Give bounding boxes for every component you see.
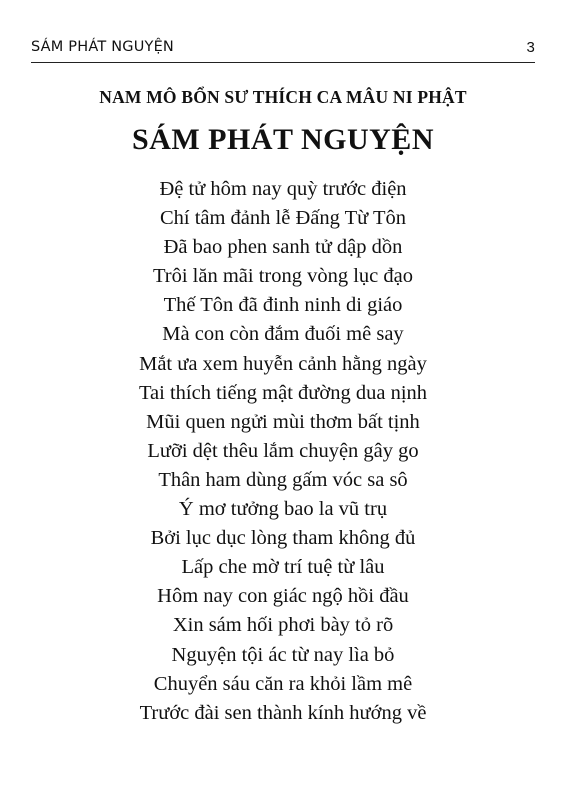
verse-line: Bởi lục dục lòng tham không đủ [150, 527, 416, 550]
verse-line: Thế Tôn đã đinh ninh di giáo [163, 294, 403, 317]
verse-line: Đã bao phen sanh tử dập dồn [163, 236, 403, 259]
verse-line: Chí tâm đảnh lễ Đấng Từ Tôn [159, 207, 407, 230]
verse-line: Mà con còn đắm đuối mê say [162, 323, 404, 346]
verse-line: Xin sám hối phơi bày tỏ rõ [172, 614, 394, 637]
verse-line: Mắt ưa xem huyễn cảnh hằng ngày [139, 352, 427, 375]
verse-line: Lưỡi dệt thêu lắm chuyện gây go [147, 439, 419, 462]
verse-line: Nguyện tội ác từ nay lìa bỏ [171, 643, 395, 666]
verse-line: Mũi quen ngửi mùi thơm bất tịnh [146, 410, 420, 433]
verse-line: Chuyển sáu căn ra khỏi lầm mê [153, 672, 413, 695]
verse-line: Đệ tử hôm nay quỳ trước điện [159, 178, 407, 200]
page-title: SÁM PHÁT NGUYỆN [132, 123, 434, 156]
verse-list [0, 175, 566, 728]
verse-line: Trôi lăn mãi trong vòng lục đạo [152, 265, 414, 288]
verse-line: Thân ham dùng gấm vóc sa sô [158, 468, 408, 491]
verse-line: Ý mơ tưởng bao la vũ trụ [178, 498, 388, 521]
running-header [31, 38, 535, 63]
verse-line: Tai thích tiếng mật đường dua nịnh [138, 381, 428, 404]
page-number: 3 [526, 39, 535, 56]
verse-line: Trước đài sen thành kính hướng về [139, 701, 427, 724]
invocation-heading: NAM MÔ BỔN SƯ THÍCH CA MÂU NI PHẬT [99, 87, 467, 107]
verse-line: Lấp che mờ trí tuệ từ lâu [181, 556, 385, 579]
running-title: SÁM PHÁT NGUYỆN [31, 39, 174, 55]
verse-line: Hôm nay con giác ngộ hồi đầu [157, 585, 409, 608]
